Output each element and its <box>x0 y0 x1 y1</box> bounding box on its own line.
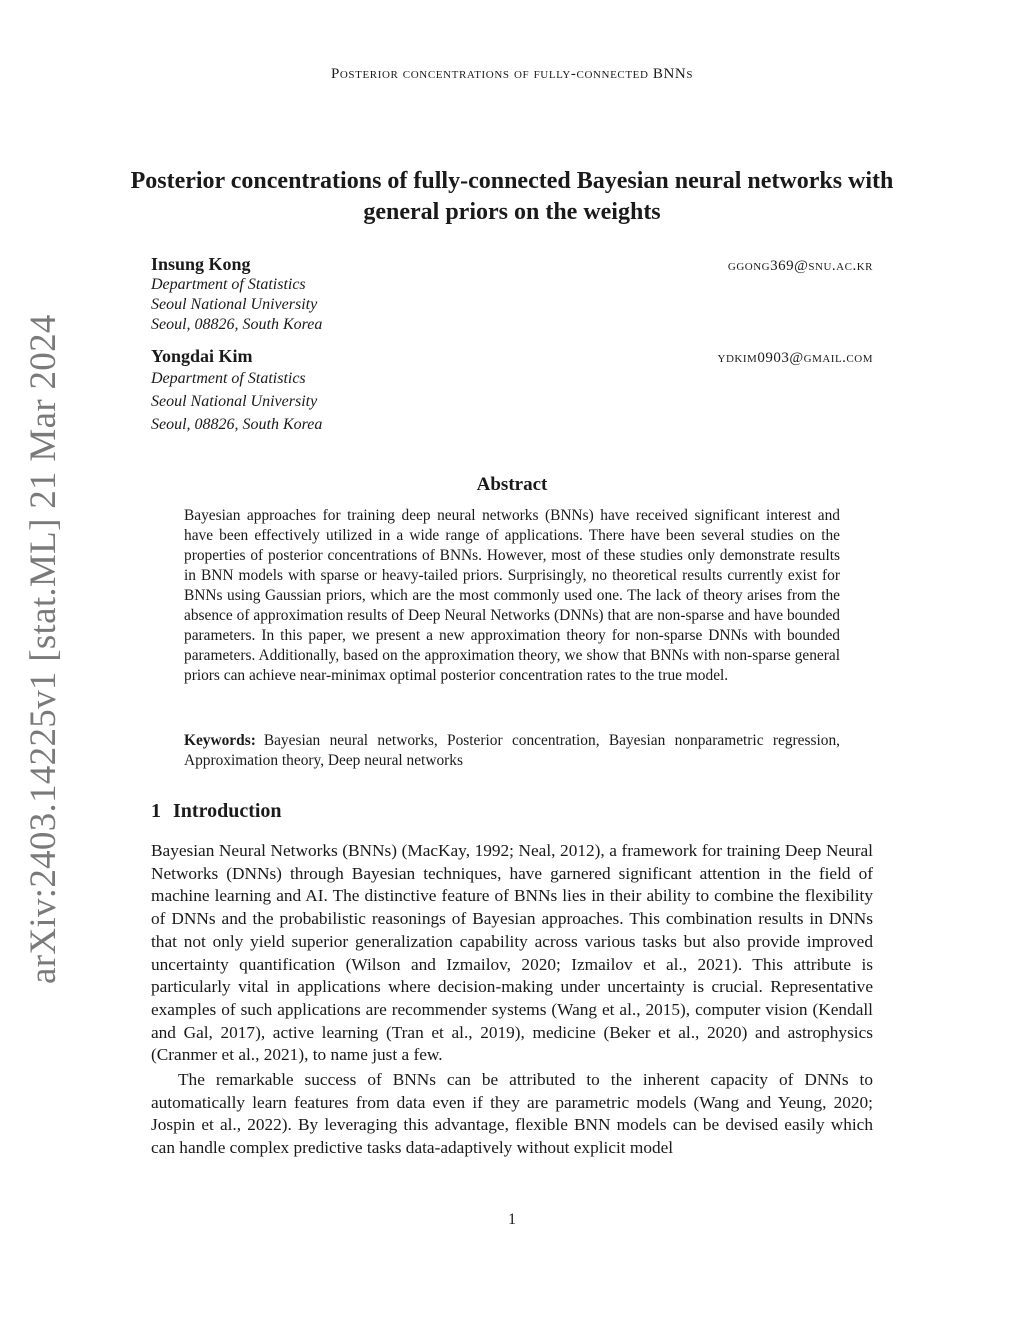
author-block-1 <box>151 254 873 335</box>
author-university: Seoul National University <box>151 393 318 410</box>
author-block-2 <box>151 346 873 436</box>
author-department: Department of Statistics <box>151 276 306 293</box>
arxiv-stamp[interactable]: arXiv:2403.14225v1 [stat.ML] 21 Mar 2024 <box>23 314 64 984</box>
author-name: Insung Kong <box>151 254 251 274</box>
author-university: Seoul National University <box>151 296 318 313</box>
abstract-heading: Abstract <box>476 474 548 495</box>
author-name: Yongdai Kim <box>151 346 253 366</box>
paper-title: Posterior concentrations of fully-connected Bayesian neural networks with general priors on the weights <box>130 168 894 225</box>
author-department: Department of Statistics <box>151 370 306 387</box>
running-head: Posterior concentrations of fully-connected BNNs <box>330 66 694 82</box>
paragraph: The remarkable success of BNNs can be attributed to the inherent capacity of DNNs to automatically learn features from data even if they are parametric models (Wang and Yeung, 2020; Jospin et al., 2022). By leveraging this advantage, flexible BNN models can be devised easily which can handle complex predictive tasks data-adaptively without explicit model <box>151 1070 873 1158</box>
section-heading <box>151 800 282 823</box>
abstract-text: Bayesian approaches for training deep neural networks (BNNs) have received significant interest and have been effectively utilized in a wide range of applications. There have been several studies on the properties of posterior concentrations of BNNs. However, most of these studies only demonstrate results in BNN models with sparse or heavy-tailed priors. Surprisingly, no theoretical results currently exist for BNNs using Gaussian priors, which are the most commonly used one. The lack of theory arises from the absence of approximation results of Deep Neural Networks (DNNs) that are non-sparse and have bounded parameters. In this paper, we present a new approximation theory for non-sparse DNNs with bounded parameters. Additionally, based on the approximation theory, we show that BNNs with non-sparse general priors can achieve near-minimax optimal posterior concentration rates to the true model. <box>184 507 840 684</box>
author-email[interactable]: ydkim0903@gmail.com <box>717 350 873 366</box>
section-title: Introduction <box>173 800 282 822</box>
body-text <box>151 840 873 1160</box>
paragraph: Bayesian Neural Networks (BNNs) (MacKay, 1992; Neal, 2012), a framework for training Deep Neural Networks (DNNs) through Bayesian techniques, have garnered significant attention in the field of machine learning and AI. The distinctive feature of BNNs lies in their ability to combine the flexibility of DNNs and the probabilistic reasonings of Bayesian approaches. This combination results in DNNs that not only yield superior generalization capability across various tasks but also provide improved uncertainty quantification (Wilson and Izmailov, 2020; Izmailov et al., 2021). This attribute is particularly vital in applications where decision-making under uncertainty is crucial. Representative examples of such applications are recommender systems (Wang et al., 2015), computer vision (Kendall and Gal, 2017), active learning (Tran et al., 2019), medicine (Beker et al., 2020) and astrophysics (Cranmer et al., 2021), to name just a few. <box>151 841 873 1065</box>
author-location: Seoul, 08826, South Korea <box>151 416 323 433</box>
keywords <box>184 731 840 771</box>
author-email[interactable]: ggong369@snu.ac.kr <box>727 258 873 274</box>
page-number: 1 <box>508 1211 516 1228</box>
author-location: Seoul, 08826, South Korea <box>151 316 323 333</box>
keywords-label: Keywords: <box>184 732 256 749</box>
keywords-text: Bayesian neural networks, Posterior concentration, Bayesian nonparametric regression, Approximation theory, Deep neural networks <box>184 732 840 769</box>
section-number: 1 <box>151 800 161 822</box>
